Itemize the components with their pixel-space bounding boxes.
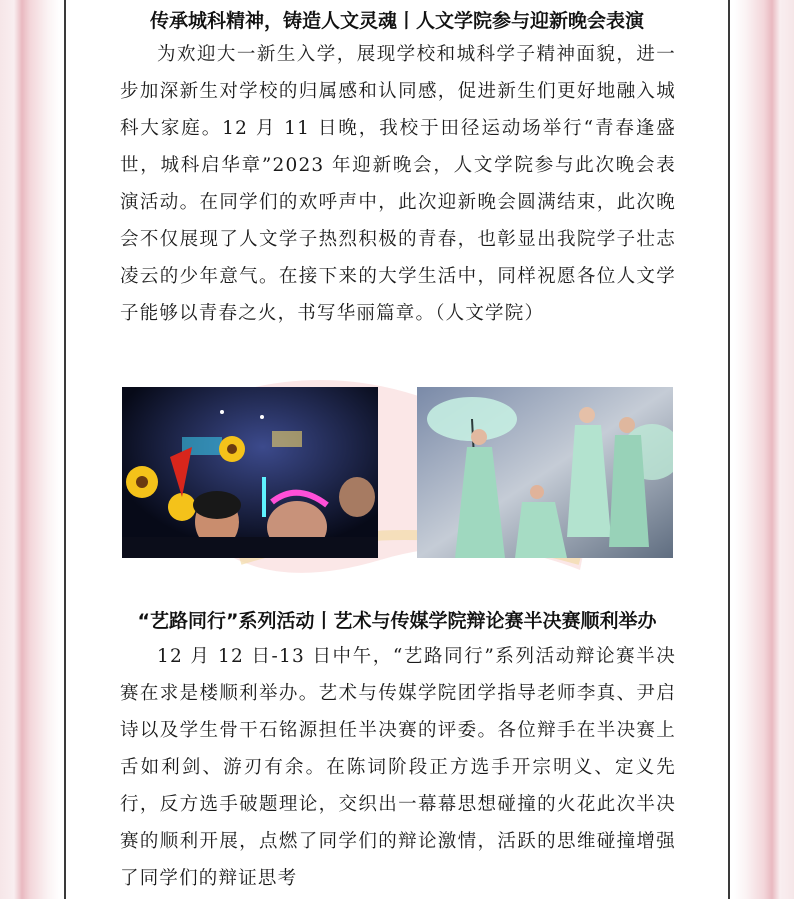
right-border-rule <box>728 0 730 899</box>
left-border-rule <box>64 0 66 899</box>
photo-crowd-concert <box>122 387 378 558</box>
section1-title: 传承城科精神，铸造人文灵魂丨人文学院参与迎新晚会表演 <box>149 10 644 32</box>
section2-body: 12 月 12 日-13 日中午，“艺路同行”系列活动辩论赛半决赛在求是楼顺利举办。艺术与传媒学院团学指导老师李真、尹启诗以及学生骨干石铭源担任半决赛的评委。各位辩手在半决赛上舌如利剑、游刃有余。在陈词阶段正方选手开宗明义、定义先行，反方选手破题理论，交织出一幕幕思想碰撞的火花此次半决赛的顺利开展，点燃了同学们的辩论激情，活跃的思维碰撞增强了同学们的辩证思考 <box>120 646 676 889</box>
left-decorative-border <box>0 0 64 899</box>
section2-title: “艺路同行”系列活动丨艺术与传媒学院辩论赛半决赛顺利举办 <box>137 610 657 632</box>
right-decorative-border <box>730 0 794 899</box>
photo-umbrella-dance <box>417 387 673 558</box>
section1-body: 为欢迎大一新生入学，展现学校和城科学子精神面貌，进一步加深新生对学校的归属感和认同感，促进新生们更好地融入城科大家庭。12 月 11 日晚，我校于田径运动场举行“青春逢盛世，城科启华章”2023 年迎新晚会，人文学院参与此次晚会表演活动。在同学们的欢呼声中，此次迎新晚会圆满结束，此次晚会不仅展现了人文学子热烈积极的青春，也彰显出我院学子壮志凌云的少年意气。在接下来的大学生活中，同样祝愿各位人文学子能够以青春之火，书写华丽篇章。（人文学院） <box>120 44 676 324</box>
